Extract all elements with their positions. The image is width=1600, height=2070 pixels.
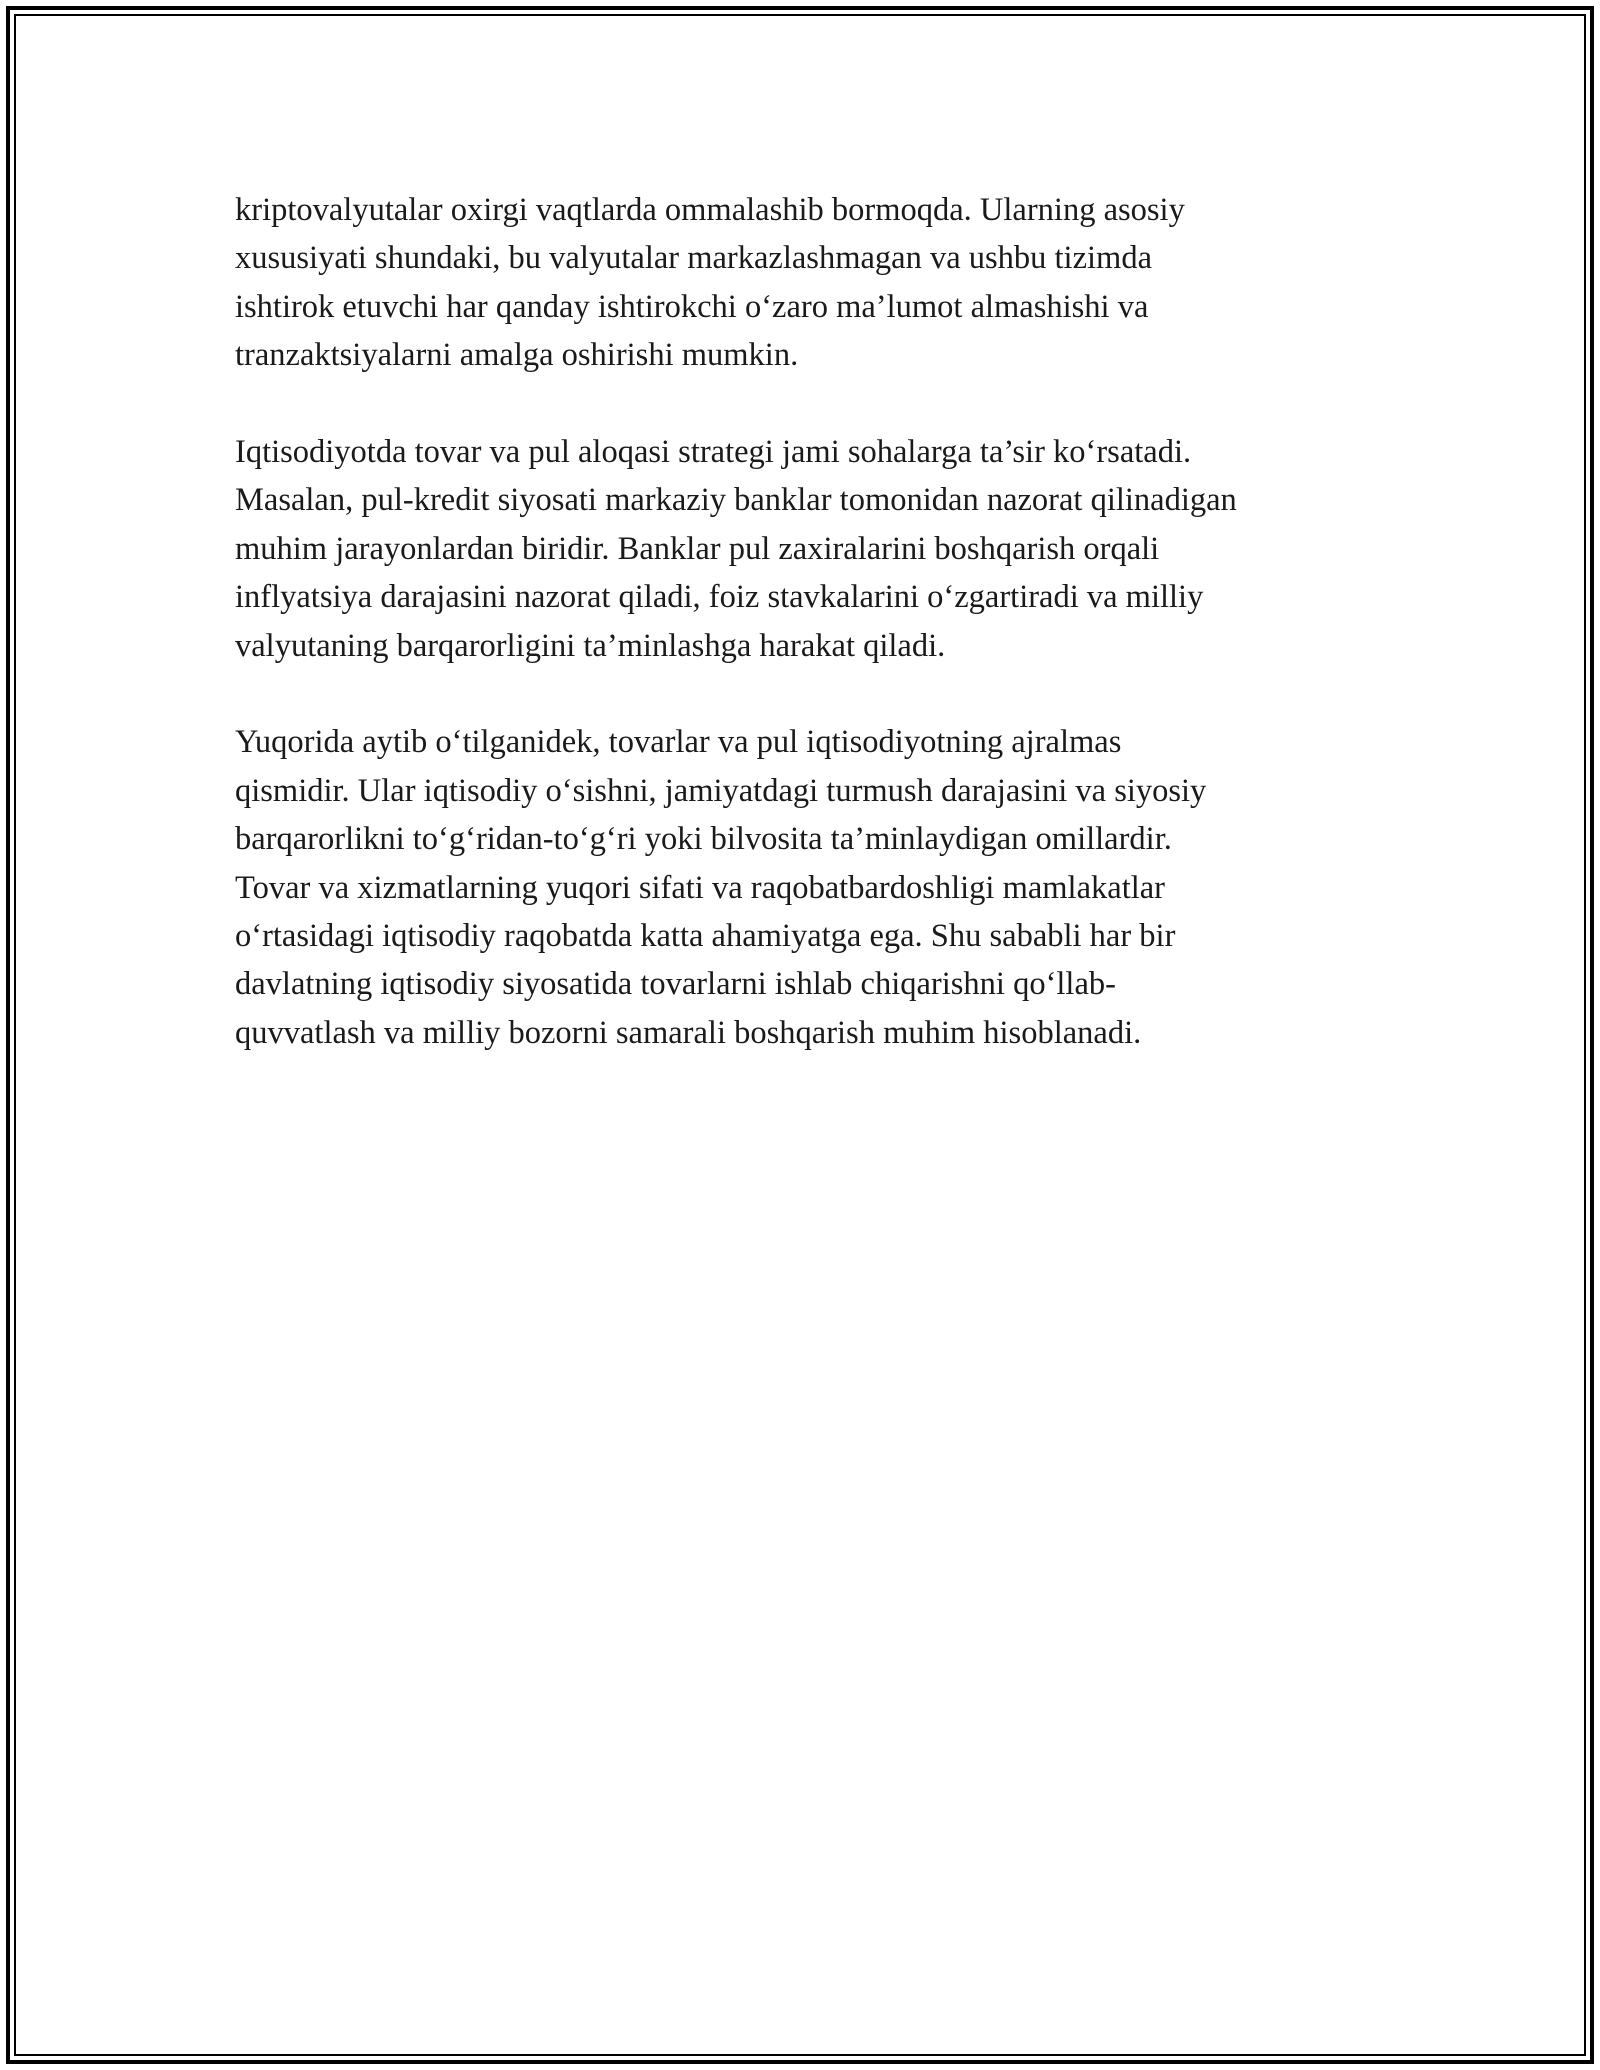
paragraph-2 bbox=[235, 428, 1385, 670]
text-line: muhim jarayonlardan biridir. Banklar pul zaxiralarini boshqarish orqali bbox=[235, 530, 1160, 567]
text-line: inflyatsiya darajasini nazorat qiladi, foiz stavkalarini o‘zgartiradi va milliy bbox=[235, 579, 1204, 616]
paragraph-1 bbox=[235, 186, 1385, 380]
text-line: Masalan, pul-kredit siyosati markaziy banklar tomonidan nazorat qilinadigan bbox=[235, 482, 1237, 519]
text-line: kriptovalyutalar oxirgi vaqtlarda ommalashib bormoqda. Ularning asosiy bbox=[235, 192, 1185, 228]
text-line: tranzaktsiyalarni amalga oshirishi mumkin. bbox=[235, 337, 799, 374]
text-line: davlatning iqtisodiy siyosatida tovarlarni ishlab chiqarishni qo‘llab- bbox=[235, 966, 1116, 1003]
text-line: valyutaning barqarorligini ta’minlashga harakat qiladi. bbox=[235, 627, 946, 664]
text-line: Tovar va xizmatlarning yuqori sifati va raqobatbardoshligi mamlakatlar bbox=[235, 869, 1165, 906]
text-line: Iqtisodiyotda tovar va pul aloqasi strategi jami sohalarga ta’sir ko‘rsatadi. bbox=[235, 434, 1192, 471]
text-line: o‘rtasidagi iqtisodiy raqobatda katta ahamiyatga ega. Shu sababli har bir bbox=[235, 918, 1176, 955]
text-line: qismidir. Ular iqtisodiy o‘sishni, jamiyatdagi turmush darajasini va siyosiy bbox=[235, 772, 1207, 809]
text-line: xususiyati shundaki, bu valyutalar markazlashmagan va ushbu tizimda bbox=[235, 240, 1152, 277]
text-line: quvvatlash va milliy bozorni samarali boshqarish muhim hisoblanadi. bbox=[235, 1014, 1142, 1051]
text-line: ishtirok etuvchi har qanday ishtirokchi o‘zaro ma’lumot almashishi va bbox=[235, 288, 1149, 325]
text-line: Yuqorida aytib o‘tilganidek, tovarlar va pul iqtisodiyotning ajralmas bbox=[235, 724, 1122, 761]
text-line: barqarorlikni to‘g‘ridan-to‘g‘ri yoki bilvosita ta’minlaydigan omillardir. bbox=[235, 821, 1172, 858]
document-body bbox=[235, 186, 1385, 1106]
paragraph-3 bbox=[235, 718, 1385, 1057]
